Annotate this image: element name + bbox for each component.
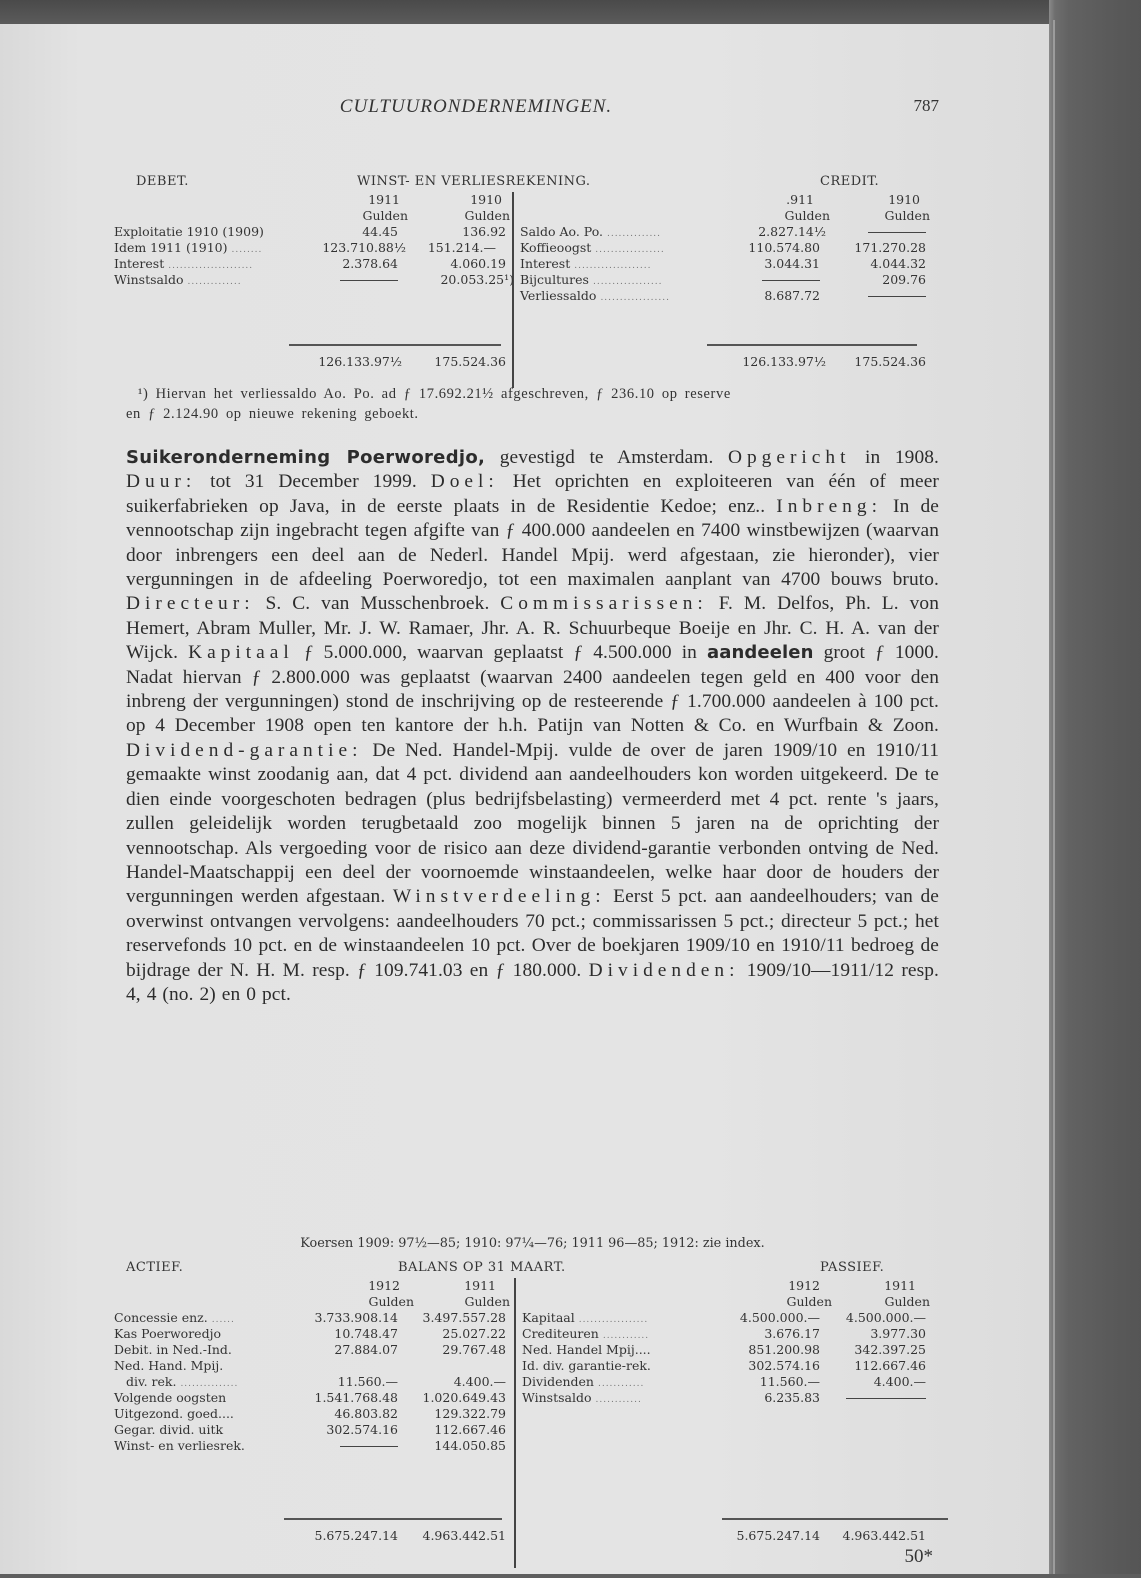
row-label: Verliessaldo	[520, 288, 597, 303]
leader-dots: ......................	[168, 261, 254, 271]
leader-dots: ........	[231, 245, 263, 255]
debit-side	[114, 192, 514, 369]
total-1911: 126.133.97½	[318, 354, 402, 369]
currency-header: Gulden	[368, 1294, 414, 1309]
field-label-commissarissen: Commissarissen:	[500, 593, 708, 615]
row-label: Saldo Ao. Po.	[520, 224, 603, 239]
entry-text: tot 31 December 1999.	[196, 471, 431, 493]
row-label: Koffieoogst	[520, 240, 592, 255]
value-1910: 151.214.—	[427, 240, 496, 255]
year-header: 1912	[368, 1278, 400, 1293]
value-1911: 123.710.88½	[322, 240, 406, 255]
currency-header: Gulden	[362, 208, 408, 223]
profit-loss-account	[114, 174, 939, 392]
entry-text: ƒ 5.000.000, waarvan geplaatst ƒ 4.500.000 in	[293, 642, 708, 664]
liabilities-heading: PASSIEF.	[820, 1260, 885, 1275]
row-label: Bijcultures	[520, 272, 589, 287]
value-1910: 209.76	[882, 272, 926, 287]
row-label: Ned. Handel Mpij....	[522, 1342, 651, 1357]
value-1911: 112.667.46	[854, 1358, 926, 1373]
value-1910: 4.060.19	[450, 256, 506, 271]
value-1912: 3.676.17	[764, 1326, 820, 1341]
table-row	[114, 256, 510, 272]
nil-dash	[340, 1446, 398, 1447]
year-header: 1910	[470, 192, 502, 207]
running-head	[126, 96, 939, 120]
currency-header: Gulden	[884, 208, 930, 223]
table-row	[520, 240, 930, 256]
emphasis-aandeelen: aandeelen	[707, 642, 814, 664]
currency-header: Gulden	[464, 1294, 510, 1309]
table-row	[520, 256, 930, 272]
balance-header	[126, 1260, 939, 1278]
profit-loss-title: WINST- EN VERLIESREKENING.	[357, 174, 591, 189]
currency-header: Gulden	[884, 1294, 930, 1309]
total-rule	[722, 1518, 948, 1520]
table-row	[114, 1326, 510, 1342]
total-1912: 5.675.247.14	[314, 1528, 398, 1543]
year-header: 1911	[368, 192, 400, 207]
table-row	[522, 1390, 930, 1406]
scan-background-top	[0, 0, 1141, 26]
balance-sheet	[114, 1260, 939, 1578]
value-1911: 3.977.30	[870, 1326, 926, 1341]
debit-heading: DEBET.	[136, 174, 189, 189]
field-label-dividenden: Dividenden:	[588, 959, 740, 981]
profit-loss-columns	[114, 192, 939, 392]
total-1911: 4.963.442.51	[842, 1528, 926, 1543]
totals-row	[522, 1528, 930, 1544]
field-label-directeur: Directeur:	[126, 593, 255, 615]
currency-header: Gulden	[786, 1294, 832, 1309]
table-row	[114, 224, 510, 240]
value-1912: 27.884.07	[334, 1342, 398, 1357]
value-1912: 11.560.—	[337, 1374, 398, 1389]
field-label-kapitaal: Kapitaal	[188, 642, 294, 664]
footnote	[126, 384, 939, 424]
nil-dash	[762, 280, 820, 281]
table-row	[522, 1374, 930, 1390]
value-1912: 302.574.16	[748, 1358, 820, 1373]
entry-text: 1909/10—1911/12 resp. 4, 4 (no. 2) en 0 pct.	[126, 959, 940, 1005]
leader-dots: ..................	[592, 277, 663, 287]
footnote-line: ¹) Hiervan het verliessaldo Ao. Po. ad ƒ 17.692.21½ afgeschreven, ƒ 236.10 op reserve	[138, 386, 731, 402]
credit-side	[520, 192, 930, 369]
row-label: Dividenden	[522, 1374, 594, 1389]
row-label: Debit. in Ned.-Ind.	[114, 1342, 232, 1357]
table-row	[520, 288, 930, 304]
year-header: 1910	[888, 192, 920, 207]
year-header: 1911	[884, 1278, 916, 1293]
value-1911: 4.400.—	[453, 1374, 506, 1389]
entry-text: Het oprichten en exploiteeren van één of meer suikerfabrieken op Java, in de eerste plaats in de Residentie Kedoe; enz..	[126, 471, 939, 517]
column-divider	[514, 1278, 516, 1568]
value-1910: 20.053.25¹)	[440, 272, 514, 287]
year-header: 1912	[788, 1278, 820, 1293]
row-label: Id. div. garantie-rek.	[522, 1358, 651, 1373]
table-row	[522, 1342, 930, 1358]
total-1910: 175.524.36	[434, 354, 506, 369]
share-prices: Koersen 1909: 97½—85; 1910: 97¼—76; 1911 96—85; 1912: zie index.	[300, 1236, 765, 1251]
row-label: Exploitatie 1910 (1909)	[114, 224, 264, 239]
value-1911: 2.827.14½	[758, 224, 826, 239]
value-1912: 6.235.83	[764, 1390, 820, 1405]
printer-signature-mark: 50*	[904, 1546, 933, 1567]
balance-columns	[114, 1278, 939, 1578]
row-label: Concessie enz.	[114, 1310, 208, 1325]
row-label: Kas Poerworedjo	[114, 1326, 221, 1341]
value-1912: 11.560.—	[759, 1374, 820, 1389]
leader-dots: ..................	[600, 293, 670, 303]
book-spine	[1049, 0, 1141, 1574]
row-label: Volgende oogsten	[114, 1390, 227, 1405]
totals-row	[520, 354, 930, 370]
table-row	[114, 240, 510, 256]
row-label: Uitgezond. goed....	[114, 1406, 234, 1421]
value-1910: 4.044.32	[870, 256, 926, 271]
leader-dots: ......	[211, 1315, 235, 1325]
value-1911: 144.050.85	[434, 1438, 506, 1453]
row-label: Winstsaldo	[114, 272, 184, 287]
leader-dots: ..............	[187, 277, 242, 287]
column-divider	[512, 192, 514, 388]
value-1911: 110.574.80	[748, 240, 820, 255]
value-1911: 8.687.72	[764, 288, 820, 303]
table-row	[114, 1438, 510, 1454]
assets-side	[114, 1278, 510, 1543]
leader-dots: ..............	[606, 229, 662, 239]
table-row	[520, 272, 930, 288]
leader-dots: ............	[595, 1395, 642, 1405]
total-1911: 4.963.442.51	[422, 1528, 506, 1543]
field-label-winstverdeeling: Winstverdeeling:	[392, 886, 606, 908]
row-label: Gegar. divid. uitk	[114, 1422, 224, 1437]
row-label: Winstsaldo	[522, 1390, 592, 1405]
leader-dots: ............	[602, 1331, 650, 1341]
value-1912: 46.803.82	[334, 1406, 398, 1421]
value-1911: 2.378.64	[342, 256, 398, 271]
value-1911: 25.027.22	[442, 1326, 506, 1341]
value-1912: 10.748.47	[334, 1326, 398, 1341]
book-page	[0, 24, 1049, 1574]
total-1911: 126.133.97½	[742, 354, 826, 369]
value-1911: 3.497.557.28	[422, 1310, 506, 1325]
table-row	[520, 224, 930, 240]
value-1911: 4.400.—	[873, 1374, 926, 1389]
value-1911: 1.020.649.43	[422, 1390, 506, 1405]
table-row	[522, 1310, 930, 1326]
assets-heading: ACTIEF.	[126, 1260, 184, 1275]
value-1911: 4.500.000.—	[845, 1310, 926, 1325]
table-row	[114, 1422, 510, 1438]
field-label-dividend-garantie: Dividend-garantie:	[126, 739, 363, 761]
table-row	[114, 1310, 510, 1326]
value-1912: 3.733.908.14	[314, 1310, 398, 1325]
row-label: div. rek.	[126, 1374, 177, 1389]
value-1911: 112.667.46	[434, 1422, 506, 1437]
total-rule	[289, 344, 501, 346]
table-row	[114, 1374, 510, 1390]
leader-dots: ..................	[578, 1315, 649, 1325]
row-label: Ned. Hand. Mpij.	[114, 1358, 224, 1373]
row-label: Idem 1911 (1910)	[114, 240, 228, 255]
entry-text: In de vennootschap zijn ingebracht tegen afgifte van ƒ 400.000 aandeelen en 7400 winstbewijzen (waarvan door inbrengers een deel aan de Nederl. Handel Mpij. werd afgestaan, zie hieronder), vier vergunningen in de afdeeling Poerworedjo, tot een maximalen aanplant van 4700 bouws bruto.	[126, 495, 939, 591]
leader-dots: ...............	[180, 1379, 239, 1389]
value-1912: 851.200.98	[748, 1342, 820, 1357]
table-row	[114, 1342, 510, 1358]
row-label: Crediteuren	[522, 1326, 599, 1341]
value-1912: 302.574.16	[326, 1422, 398, 1437]
liabilities-side	[522, 1278, 930, 1543]
field-label-duur: Duur:	[126, 471, 197, 493]
page-number: 787	[913, 96, 939, 115]
value-1911: 129.322.79	[434, 1406, 506, 1421]
field-label-inbreng: Inbreng:	[776, 495, 882, 517]
table-row	[114, 1358, 510, 1374]
totals-row	[114, 1528, 510, 1544]
table-row	[522, 1358, 930, 1374]
row-label: Interest	[114, 256, 165, 271]
company-entry	[126, 446, 939, 1007]
nil-dash	[868, 232, 926, 233]
total-rule	[284, 1518, 502, 1520]
field-label-opgericht: Opgericht	[727, 447, 851, 468]
value-1910: 136.92	[462, 224, 506, 239]
row-label: Interest	[520, 256, 571, 271]
currency-header: Gulden	[464, 208, 510, 223]
value-1911: 342.397.25	[854, 1342, 926, 1357]
table-row	[114, 1390, 510, 1406]
total-1910: 175.524.36	[854, 354, 926, 369]
leader-dots: ..................	[595, 245, 665, 255]
totals-row	[114, 354, 510, 370]
year-header: .911	[786, 192, 814, 207]
value-1911: 29.767.48	[442, 1342, 506, 1357]
row-label: Winst- en verliesrek.	[114, 1438, 245, 1453]
row-label: Kapitaal	[522, 1310, 575, 1325]
nil-dash	[340, 280, 398, 281]
credit-heading: CREDIT.	[820, 174, 880, 189]
currency-header: Gulden	[784, 208, 830, 223]
running-title: CULTUURONDERNEMINGEN.	[339, 96, 613, 117]
total-1912: 5.675.247.14	[736, 1528, 820, 1543]
value-1912: 4.500.000.—	[739, 1310, 820, 1325]
value-1912: 1.541.768.48	[314, 1390, 398, 1405]
total-rule	[707, 344, 917, 346]
profit-loss-header	[126, 174, 939, 192]
nil-dash	[868, 296, 926, 297]
field-label-doel: Doel:	[430, 471, 499, 493]
leader-dots: ............	[597, 1379, 645, 1389]
table-row	[114, 1406, 510, 1422]
entry-text: Eerst 5 pct. aan aandeelhouders; van de overwinst ontvangen vervolgens: aandeelhouders 70 pct.; commissarissen 5 pct.; directeur 5 pct.; het reservefonds 10 pct. en de winstaandeelen 10 pct. Over de boekjaren 1909/10 en 1910/11 bedroeg de bijdrage der N. H. M. resp. ƒ 109.741.03 en ƒ 180.000.	[126, 886, 940, 981]
entry-text: groot ƒ 1000. Nadat hiervan ƒ 2.800.000 was geplaatst (waarvan 2400 aandeelen tegen geld en 400 voor den inbreng der vergunningen) stond de inschrijving op de resteerende ƒ 1.700.000 aandeelen à 100 pct. op 4 December 1908 open ten kantore der h.h. Patijn van Notten & Co. en Wurfbain & Zoon.	[126, 642, 939, 737]
value-1911: 44.45	[362, 224, 398, 239]
company-name: Suikeronderneming Poerworedjo,	[126, 447, 486, 468]
table-row	[114, 272, 514, 288]
nil-dash	[846, 1398, 926, 1399]
leader-dots: ....................	[574, 261, 652, 271]
table-row	[522, 1326, 930, 1342]
value-1910: 171.270.28	[854, 240, 926, 255]
value-1911: 3.044.31	[764, 256, 820, 271]
entry-text: S. C. van Musschenbroek.	[254, 593, 501, 615]
entry-text: gevestigd te Amsterdam.	[485, 447, 728, 468]
entry-text: in 1908.	[850, 447, 939, 468]
year-header: 1911	[464, 1278, 496, 1293]
entry-text: F. M. Delfos, Ph. L. von Hemert, Abram Muller, Mr. J. W. Ramaer, Jhr. A. R. Schuurbeque Boeije en Jhr. C. H. A. van der Wijck.	[126, 593, 939, 664]
balance-title: BALANS OP 31 MAART.	[398, 1260, 566, 1275]
footnote-line: en ƒ 2.124.90 op nieuwe rekening geboekt.	[126, 406, 419, 422]
entry-text: De Ned. Handel-Mpij. vulde de over de jaren 1909/10 en 1910/11 gemaakte winst zoodanig aan, dat 4 pct. dividend aan aandeelhouders kon worden uitgekeerd. De te dien einde voorgeschoten bedragen (plus bedrijfsbelasting) vermeerderd met 4 pct. rente 's jaars, zullen geleidelijk worden terugbetaald zoo mogelijk binnen 5 jaren na de oprichting der vennootschap. Als vergoeding voor de risico aan deze dividend-garantie verbonden ontving de Ned. Handel-Maatschappij een deel der voornoemde winstaandeelen, welke haar door de houders der vergunningen werden afgestaan.	[126, 739, 939, 908]
